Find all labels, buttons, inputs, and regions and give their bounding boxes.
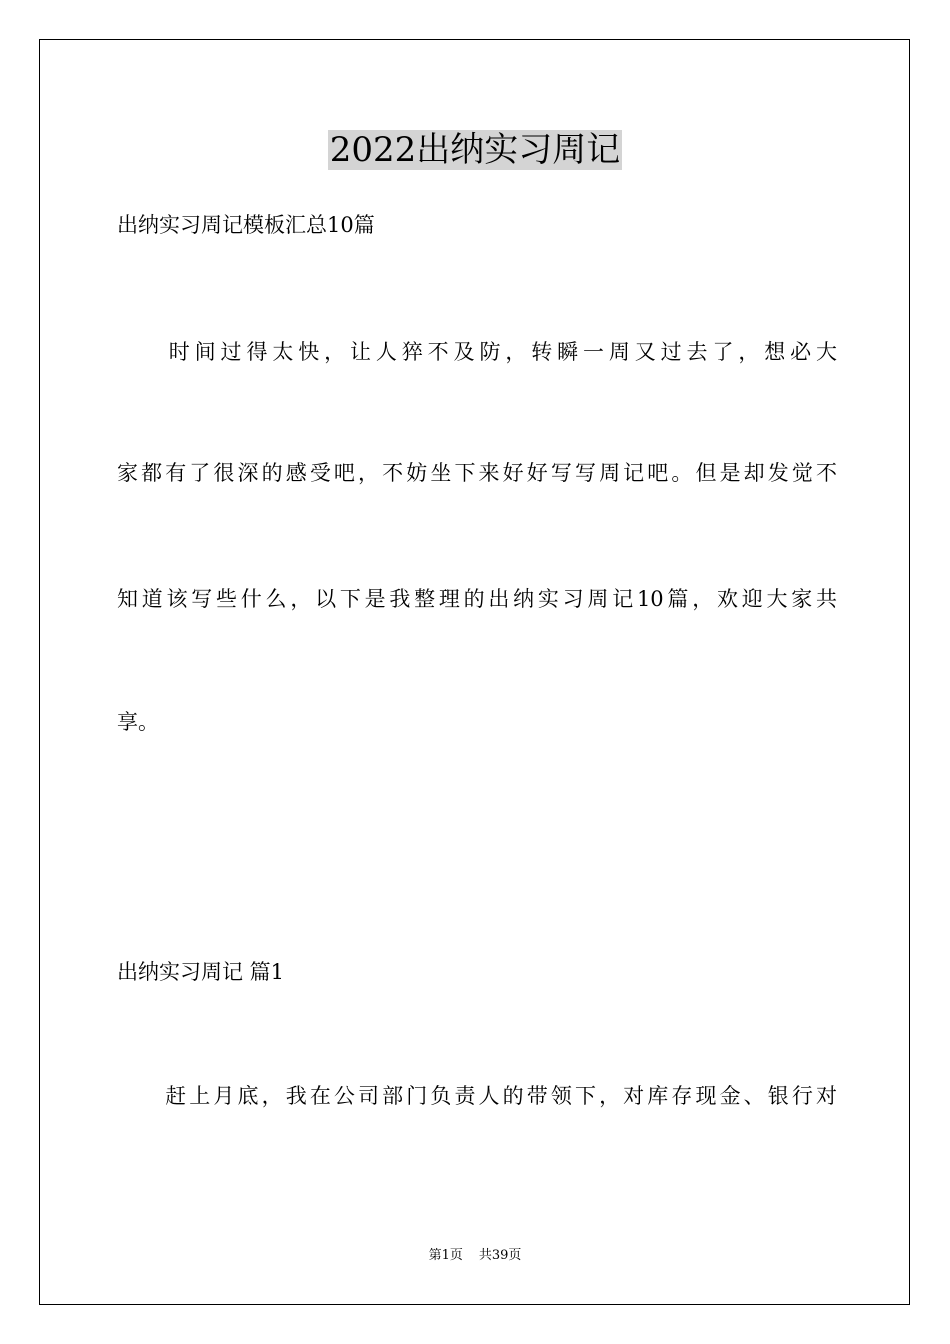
document-title-text: 2022出纳实习周记 <box>329 130 621 170</box>
document-subtitle: 出纳实习周记模板汇总10篇 <box>117 213 375 237</box>
section-heading: 出纳实习周记 篇1 <box>117 960 285 984</box>
document-title <box>0 126 950 174</box>
intro-paragraph-line: 知道该写些什么，以下是我整理的出纳实习周记10篇，欢迎大家共 <box>117 587 837 611</box>
intro-paragraph-line: 家都有了很深的感受吧，不妨坐下来好好写写周记吧。但是却发觉不 <box>117 461 837 485</box>
section-paragraph-line: 赶上月底，我在公司部门负责人的带领下，对库存现金、银行对 <box>117 1084 837 1108</box>
page-number: 第1页 <box>428 1248 463 1263</box>
page-footer <box>0 1246 950 1266</box>
intro-paragraph-line: 时间过得太快，让人猝不及防，转瞬一周又过去了，想必大 <box>117 340 837 364</box>
page-total: 共39页 <box>478 1248 522 1263</box>
intro-paragraph-line: 享。 <box>117 710 159 734</box>
